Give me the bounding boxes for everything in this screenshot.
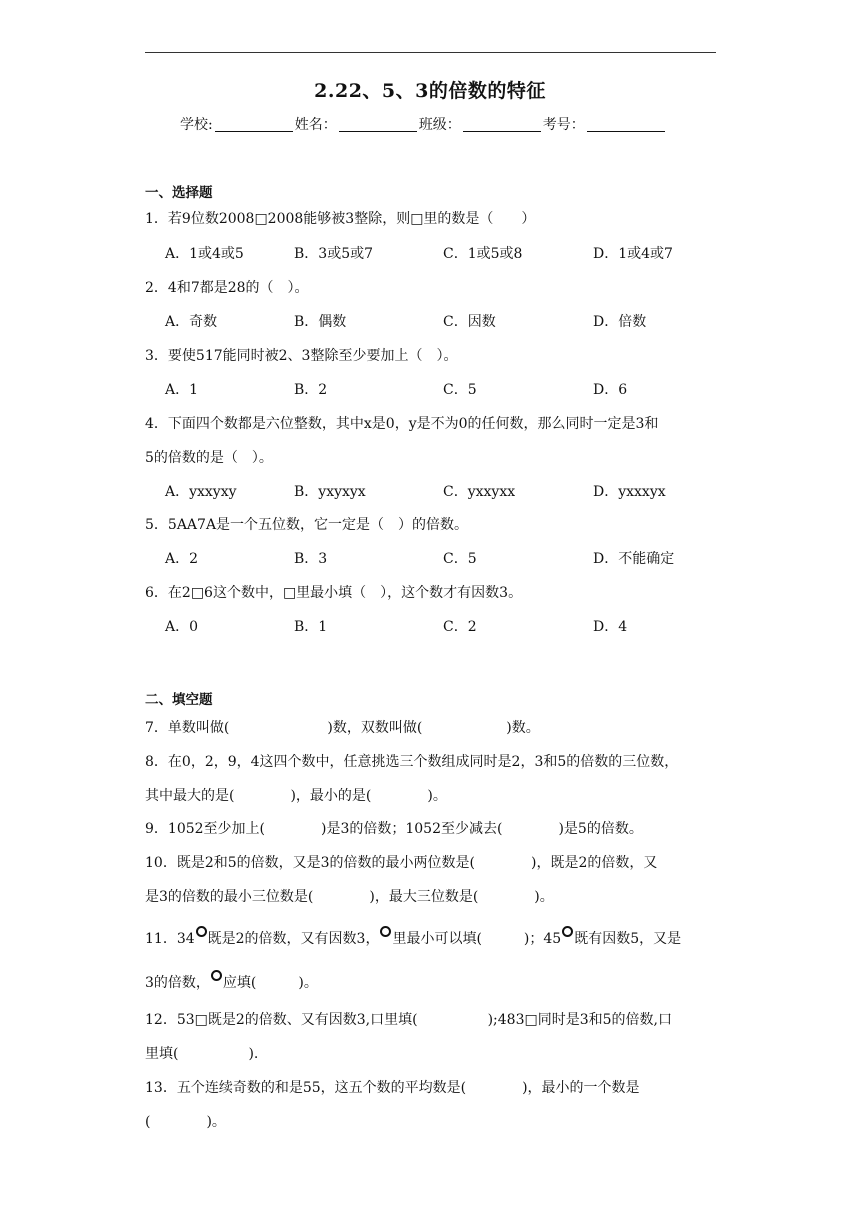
- circle-placeholder-icon: [196, 926, 207, 937]
- q11-text-c: 里最小可以填( )；45: [392, 931, 562, 947]
- question-5: 5．5AA7A是一个五位数，它一定是（ ）的倍数。: [145, 517, 469, 533]
- question-8-line-1: 8．在0，2，9，4这四个数中，任意挑选三个数组成同时是2，3和5的倍数的三位数，: [145, 754, 679, 770]
- section-fill-title: 二、填空题: [145, 692, 213, 708]
- question-11-line-2: [145, 970, 318, 992]
- question-10-line-1: 10．既是2和5的倍数，又是3的倍数的最小两位数是( )，既是2的倍数，又: [145, 855, 658, 871]
- q4-option-d: D．yxxxyx: [593, 484, 666, 500]
- question-2: 2．4和7都是28的（ ）。: [145, 280, 309, 296]
- q3-option-a: A．1: [165, 382, 199, 398]
- question-4-line-1: 4．下面四个数都是六位整数，其中x是0，y是不为0的任何数，那么同时一定是3和: [145, 416, 659, 432]
- section-choice-title: 一、选择题: [145, 185, 213, 201]
- circle-placeholder-icon: [211, 970, 222, 981]
- q11-text-d: 既有因数5，又是: [574, 931, 682, 947]
- name-blank: [339, 117, 417, 132]
- question-13-line-2: ( )。: [145, 1114, 226, 1130]
- question-4-line-2: 5的倍数的是（ ）。: [145, 450, 273, 466]
- page-title: 2.22、5、3的倍数的特征: [314, 80, 546, 102]
- q6-option-b: B．1: [294, 619, 328, 635]
- q1-option-a: A．1或4或5: [165, 246, 244, 262]
- question-8-line-2: 其中最大的是( )，最小的是( )。: [145, 788, 447, 804]
- q4-option-c: C．yxxyxx: [443, 484, 516, 500]
- q5-option-d: D．不能确定: [593, 551, 675, 567]
- q11-text-a: 11．34: [145, 931, 195, 947]
- q4-option-b: B．yxyxyx: [294, 484, 366, 500]
- q4-option-a: A．yxxyxy: [165, 484, 237, 500]
- q11-text-b: 既是2的倍数，又有因数3，: [207, 931, 380, 947]
- class-blank: [463, 117, 541, 132]
- q11-text-f: 应填( )。: [222, 975, 318, 991]
- question-6: 6．在2□6这个数中，□里最小填（ ），这个数才有因数3。: [145, 585, 523, 601]
- q1-option-b: B．3或5或7: [294, 246, 374, 262]
- question-9: 9．1052至少加上( )是3的倍数；1052至少减去( )是5的倍数。: [145, 821, 643, 837]
- exam-no-label: 考号：: [542, 117, 585, 133]
- question-3: 3．要使517能同时被2、3整除至少要加上（ ）。: [145, 348, 458, 364]
- q5-option-a: A．2: [165, 551, 199, 567]
- name-label: 姓名：: [294, 117, 337, 133]
- q1-option-d: D．1或4或7: [593, 246, 673, 262]
- q11-text-e: 3的倍数，: [145, 975, 210, 991]
- school-blank: [215, 117, 293, 132]
- q6-option-a: A．0: [165, 619, 199, 635]
- student-info-line: [180, 114, 667, 134]
- q2-option-a: A．奇数: [165, 314, 218, 330]
- q2-option-c: C．因数: [443, 314, 496, 330]
- q1-option-c: C．1或5或8: [443, 246, 523, 262]
- q6-option-d: D．4: [593, 619, 628, 635]
- q6-option-c: C．2: [443, 619, 477, 635]
- question-1: 1．若9位数2008□2008能够被3整除，则□里的数是（ ）: [145, 211, 536, 227]
- q5-option-b: B．3: [294, 551, 328, 567]
- school-label: 学校:: [180, 117, 213, 133]
- question-13-line-1: 13．五个连续奇数的和是55，这五个数的平均数是( )，最小的一个数是: [145, 1080, 640, 1096]
- q5-option-c: C．5: [443, 551, 477, 567]
- q3-option-b: B．2: [294, 382, 328, 398]
- question-10-line-2: 是3的倍数的最小三位数是( )，最大三位数是( )。: [145, 889, 554, 905]
- exam-no-blank: [587, 117, 665, 132]
- q3-option-c: C．5: [443, 382, 477, 398]
- q2-option-d: D．倍数: [593, 314, 647, 330]
- q2-option-b: B．偶数: [294, 314, 347, 330]
- circle-placeholder-icon: [380, 926, 391, 937]
- question-12-line-2: 里填( ).: [145, 1046, 259, 1062]
- q3-option-d: D．6: [593, 382, 628, 398]
- circle-placeholder-icon: [562, 926, 573, 937]
- question-7: 7．单数叫做( )数，双数叫做( )数。: [145, 720, 540, 736]
- question-12-line-1: 12．53□既是2的倍数、又有因数3,口里填( );483□同时是3和5的倍数,口: [145, 1012, 672, 1028]
- header-rule: [145, 52, 716, 53]
- question-11-line-1: [145, 926, 681, 948]
- class-label: 班级：: [418, 117, 461, 133]
